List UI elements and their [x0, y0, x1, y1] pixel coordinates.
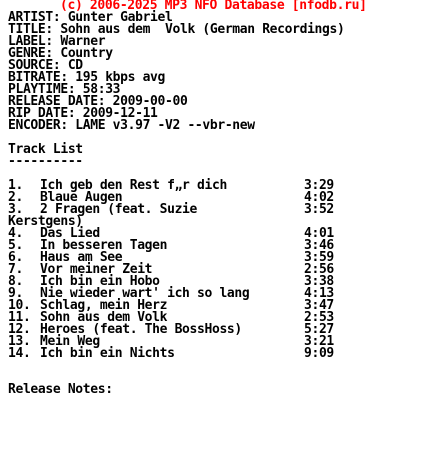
track-number: 4.: [8, 226, 23, 241]
track-number: 12.: [8, 322, 31, 337]
track-duration: 3:52: [304, 202, 334, 217]
copyright-header: (c) 2006-2025 MP3 NFO Database [nfodb.ru]: [60, 0, 367, 13]
track-duration: 5:27: [304, 322, 334, 337]
track-number: 6.: [8, 250, 23, 265]
title-line: TITLE: Sohn aus dem Volk (German Recordings): [8, 22, 345, 37]
track-duration: 4:01: [304, 226, 334, 241]
track-duration: 9:09: [304, 346, 334, 361]
track-duration: 2:53: [304, 310, 334, 325]
release-notes-heading: Release Notes:: [8, 382, 113, 397]
encoder-line: ENCODER: LAME v3.97 -V2 --vbr-new: [8, 118, 255, 133]
track-number: 9.: [8, 286, 23, 301]
track-duration: 3:59: [304, 250, 334, 265]
track-number: 5.: [8, 238, 23, 253]
track-duration: 3:21: [304, 334, 334, 349]
tracklist-heading: Track List: [8, 142, 83, 157]
track-title: Ich geb den Rest f„r dich: [40, 178, 227, 193]
track-duration: 4:02: [304, 190, 334, 205]
track-number: 3.: [8, 202, 23, 217]
release-date-line: RELEASE DATE: 2009-00-00: [8, 94, 188, 109]
track-duration: 3:38: [304, 274, 334, 289]
track-title: Mein Weg: [40, 334, 100, 349]
track-title: 2 Fragen (feat. Suzie: [40, 202, 198, 217]
track-title: Das Lied: [40, 226, 100, 241]
bitrate-line: BITRATE: 195 kbps avg: [8, 70, 166, 85]
track-duration: 3:46: [304, 238, 334, 253]
track-title: Vor meiner Zeit: [40, 262, 153, 277]
track-number: 2.: [8, 190, 23, 205]
track-title: In besseren Tagen: [40, 238, 168, 253]
source-line: SOURCE: CD: [8, 58, 83, 73]
rip-date-line: RIP DATE: 2009-12-11: [8, 106, 158, 121]
track-duration: 4:13: [304, 286, 334, 301]
track-number: 10.: [8, 298, 31, 313]
track-duration: 2:56: [304, 262, 334, 277]
track-title: Ich bin ein Nichts: [40, 346, 175, 361]
track-number: 8.: [8, 274, 23, 289]
track-title: Ich bin ein Hobo: [40, 274, 160, 289]
track-title: Haus am See: [40, 250, 123, 265]
track-number: 11.: [8, 310, 31, 325]
track-title: Sohn aus dem Volk: [40, 310, 168, 325]
label-line: LABEL: Warner: [8, 34, 106, 49]
artist-line: ARTIST: Gunter Gabriel: [8, 10, 173, 25]
track-number: 13.: [8, 334, 31, 349]
track-title: Heroes (feat. The BossHoss): [40, 322, 242, 337]
playtime-line: PLAYTIME: 58:33: [8, 82, 121, 97]
track-number: 1.: [8, 178, 23, 193]
track-number: 14.: [8, 346, 31, 361]
track-title: Blaue Augen: [40, 190, 123, 205]
track-duration: 3:47: [304, 298, 334, 313]
track-title: Schlag, mein Herz: [40, 298, 168, 313]
track-title-continuation: Kerstgens): [8, 214, 83, 229]
track-number: 7.: [8, 262, 23, 277]
track-duration: 3:29: [304, 178, 334, 193]
genre-line: GENRE: Country: [8, 46, 113, 61]
track-title: Nie wieder wart' ich so lang: [40, 286, 250, 301]
tracklist-underline: ----------: [8, 154, 83, 169]
